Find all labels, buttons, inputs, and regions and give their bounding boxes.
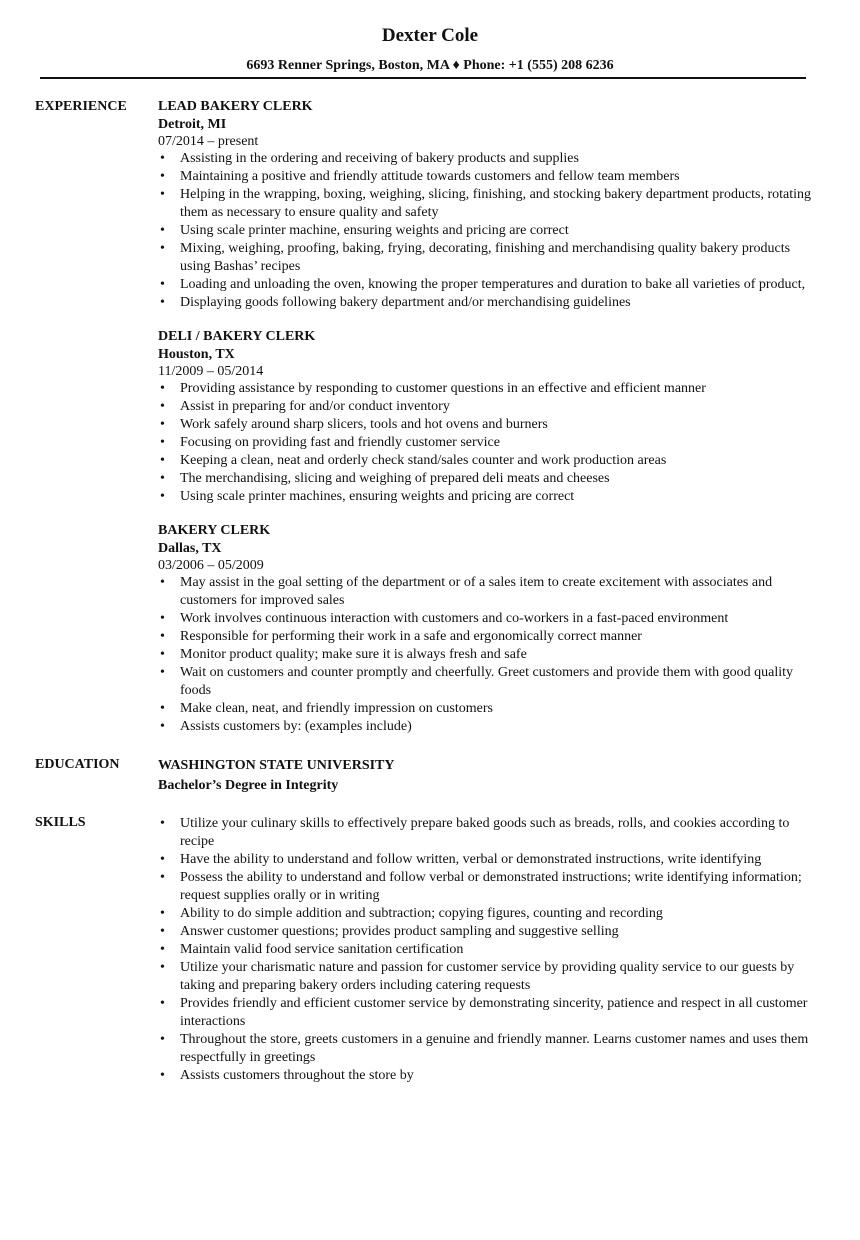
list-item: • Loading and unloading the oven, knowing the proper temperatures and duration to bake all varieties of product,: [158, 276, 814, 294]
job-bullets: [158, 150, 814, 312]
list-item: • Focusing on providing fast and friendly customer service: [158, 434, 814, 452]
job-title: DELI / BAKERY CLERK: [158, 329, 316, 344]
job-title: LEAD BAKERY CLERK: [158, 99, 313, 114]
school-name: WASHINGTON STATE UNIVERSITY: [158, 758, 395, 773]
section-label-skills: SKILLS: [35, 815, 86, 830]
job-dates: 11/2009 – 05/2014: [158, 364, 264, 379]
list-item: • Provides friendly and efficient customer service by demonstrating sincerity, patience and respect in all customer interactions: [158, 995, 814, 1031]
header-divider: [40, 77, 806, 79]
job-location: Detroit, MI: [158, 117, 227, 132]
list-item: • The merchandising, slicing and weighing of prepared deli meats and cheeses: [158, 470, 814, 488]
list-item: • Helping in the wrapping, boxing, weighing, slicing, finishing, and stocking bakery department products, rotating them as necessary to ensure quality and safety: [158, 186, 814, 222]
skills-section: [0, 814, 860, 1085]
list-item: • Assists customers by: (examples include): [158, 718, 814, 736]
resume-body: [0, 98, 860, 1085]
list-item: • Throughout the store, greets customers in a genuine and friendly manner. Learns customer names and uses them respectfully in greetings: [158, 1031, 814, 1067]
list-item: • Using scale printer machine, ensuring weights and pricing are correct: [158, 222, 814, 240]
list-item: • Answer customer questions; provides product sampling and suggestive selling: [158, 923, 814, 941]
education-section: [0, 756, 860, 796]
list-item: • Wait on customers and counter promptly and cheerfully. Greet customers and provide them with good quality foods: [158, 664, 814, 700]
job-location: Dallas, TX: [158, 541, 222, 556]
education-body: [158, 756, 814, 796]
degree-name: Bachelor’s Degree in Integrity: [158, 778, 339, 793]
list-item: • Providing assistance by responding to customer questions in an effective and efficient manner: [158, 380, 814, 398]
list-item: • Ability to do simple addition and subtraction; copying figures, counting and recording: [158, 905, 814, 923]
contact-line: 6693 Renner Springs, Boston, MA ♦ Phone: +1 (555) 208 6236: [246, 58, 614, 73]
list-item: • Make clean, neat, and friendly impression on customers: [158, 700, 814, 718]
job-dates: 07/2014 – present: [158, 134, 259, 149]
job-bullets: [158, 574, 814, 736]
job-entry: [158, 522, 814, 736]
skills-bullets: [158, 815, 814, 1085]
list-item: • Utilize your culinary skills to effectively prepare baked goods such as breads, rolls, and cookies according to recipe: [158, 815, 814, 851]
list-item: • Responsible for performing their work in a safe and ergonomically correct manner: [158, 628, 814, 646]
list-item: • May assist in the goal setting of the department or of a sales item to create excitement with associates and customers for improved sales: [158, 574, 814, 610]
list-item: • Maintaining a positive and friendly attitude towards customers and fellow team members: [158, 168, 814, 186]
list-item: • Using scale printer machines, ensuring weights and pricing are correct: [158, 488, 814, 506]
list-item: • Assists customers throughout the store by: [158, 1067, 814, 1085]
job-dates: 03/2006 – 05/2009: [158, 558, 264, 573]
list-item: • Possess the ability to understand and follow verbal or demonstrated instructions; write identifying information; request supplies orally or in writing: [158, 869, 814, 905]
job-location: Houston, TX: [158, 347, 235, 362]
list-item: • Work safely around sharp slicers, tools and hot ovens and burners: [158, 416, 814, 434]
list-item: • Utilize your charismatic nature and passion for customer service by providing quality service to our guests by taking and preparing bakery orders including catering requests: [158, 959, 814, 995]
section-label-education: EDUCATION: [35, 757, 120, 772]
job-title: BAKERY CLERK: [158, 523, 271, 538]
job-entry: [158, 98, 814, 312]
candidate-name: Dexter Cole: [381, 25, 479, 46]
list-item: • Monitor product quality; make sure it is always fresh and safe: [158, 646, 814, 664]
experience-body: [158, 98, 814, 736]
list-item: • Displaying goods following bakery department and/or merchandising guidelines: [158, 294, 814, 312]
job-entry: [158, 328, 814, 506]
skills-body: [158, 814, 814, 1085]
list-item: • Work involves continuous interaction with customers and co-workers in a fast-paced environment: [158, 610, 814, 628]
list-item: • Keeping a clean, neat and orderly check stand/sales counter and work production areas: [158, 452, 814, 470]
list-item: • Assist in preparing for and/or conduct inventory: [158, 398, 814, 416]
experience-section: [0, 98, 860, 736]
list-item: • Have the ability to understand and follow written, verbal or demonstrated instructions, write identifying: [158, 851, 814, 869]
list-item: • Mixing, weighing, proofing, baking, frying, decorating, finishing and merchandising quality bakery products using Bashas’ recipes: [158, 240, 814, 276]
list-item: • Maintain valid food service sanitation certification: [158, 941, 814, 959]
job-bullets: [158, 380, 814, 506]
list-item: • Assisting in the ordering and receiving of bakery products and supplies: [158, 150, 814, 168]
section-label-experience: EXPERIENCE: [35, 99, 127, 114]
